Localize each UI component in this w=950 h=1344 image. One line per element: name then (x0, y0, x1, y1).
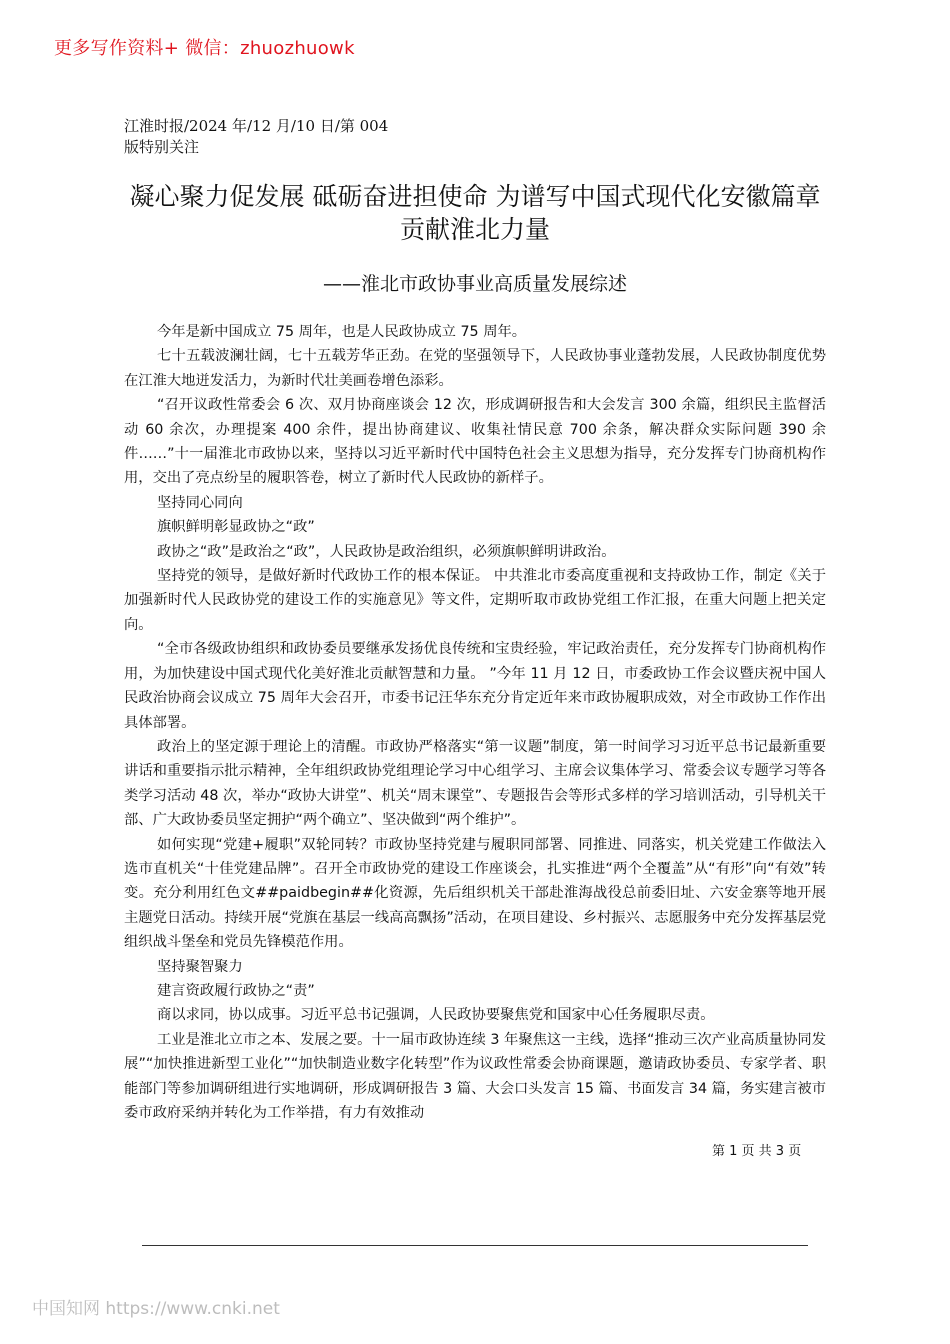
footer-divider (142, 1245, 808, 1246)
paragraph: 坚持党的领导，是做好新时代政协工作的根本保证。 中共淮北市委高度重视和支持政协工作，制定《关于加强新时代人民政协党的建设工作的实施意见》等文件，定期听取市政协党组工作汇报，在重大问题上把关定向。 (124, 568, 826, 633)
section-heading: 坚持聚智聚力 (157, 958, 243, 975)
section-subheading: 旗帜鲜明彰显政协之“政” (157, 519, 315, 536)
source-line: 江淮时报/2024 年/12 月/10 日/第 004 版特别关注 (124, 117, 389, 156)
paragraph: 政治上的坚定源于理论上的清醒。市政协严格落实“第一议题”制度，第一时间学习习近平总书记最新重要讲话和重要指示批示精神，全年组织政协党组理论学习中心组学习、主席会议集体学习、常委会议专题学习等各类学习活动 48 次，举办“政协大讲堂”、机关“周末课堂”、专题报告会等形式多样的学习培训活动，引导机关干部、广大政协委员坚定拥护“两个确立”、坚决做到“两个维护”。 (124, 738, 826, 829)
paragraph: “召开议政性常委会 6 次、双月协商座谈会 12 次，形成调研报告和大会发言 300 余篇，组织民主监督活动 60 余次，办理提案 400 余件，提出协商建议、收集社情民意 700 余条，解决群众实际问题 390 余件……”十一届淮北市政协以来，坚持以习近平新时代中国特色社会主义思想为指导，充分发挥专门协商机构作用，交出了亮点纷呈的履职答卷，树立了新时代人民政协的新样子。 (124, 397, 826, 487)
paragraph: 政协之“政”是政治之“政”，人民政协是政治组织，必须旗帜鲜明讲政治。 (157, 543, 616, 560)
paragraph: 商以求同，协以成事。习近平总书记强调，人民政协要聚焦党和国家中心任务履职尽责。 (157, 1007, 715, 1024)
page-number: 第 1 页 共 3 页 (712, 1144, 802, 1159)
section-subheading: 建言资政履行政协之“责” (157, 982, 315, 999)
article-subtitle: ——淮北市政协事业高质量发展综述 (322, 273, 627, 295)
paragraph: 工业是淮北立市之本、发展之要。十一届市政协连续 3 年聚焦这一主线，选择“推动三次产业高质量协同发展”“加快推进新型工业化”“加快制造业数字化转型”作为议政性常委会协商课题，邀请政协委员、专家学者、职能部门等参加调研组进行实地调研，形成调研报告 3 篇、大会口头发言 15 篇、书面发言 34 篇，务实建言被市委市政府采纳并转化为工作举措，有力有效推动 (124, 1031, 826, 1121)
section-heading: 坚持同心同向 (157, 494, 243, 511)
cnki-watermark: 中国知网 https://www.cnki.net (32, 1299, 280, 1319)
paragraph: “全市各级政协组织和政协委员要继承发扬优良传统和宝贵经验，牢记政治责任，充分发挥专门协商机构作用，为加快建设中国式现代化美好淮北贡献智慧和力量。 ”今年 11 月 12 日，市委政协工作会议暨庆祝中国人民政治协商会议成立 75 周年大会召开，市委书记汪华东充分肯定近年来市政协履职成效，对全市政协工作作出具体部署。 (124, 641, 826, 731)
paragraph: 七十五载波澜壮阔，七十五载芳华正劲。在党的坚强领导下，人民政协事业蓬勃发展，人民政协制度优势在江淮大地迸发活力，为新时代壮美画卷增色添彩。 (124, 348, 826, 389)
promo-banner: 更多写作资料+ 微信：zhuozhuowk (54, 38, 355, 59)
paragraph: 如何实现“党建+履职”双轮同转？市政协坚持党建与履职同部署、同推进、同落实，机关党建工作做法入选市直机关“十佳党建品牌”。召开全市政协党的建设工作座谈会，扎实推进“两个全覆盖”从“有形”向“有效”转变。充分利用红色文##paidbegin##化资源，先后组织机关干部赴淮海战役总前委旧址、六安金寨等地开展主题党日活动。持续开展“党旗在基层一线高高飘扬”活动，在项目建设、乡村振兴、志愿服务中充分发挥基层党组织战斗堡垒和党员先锋模范作用。 (124, 836, 826, 951)
article-body (124, 320, 826, 1125)
article-title: 凝心聚力促发展 砥砺奋进担使命 为谱写中国式现代化安徽篇章贡献淮北力量 (129, 182, 821, 244)
paragraph: 今年是新中国成立 75 周年，也是人民政协成立 75 周年。 (157, 324, 527, 340)
